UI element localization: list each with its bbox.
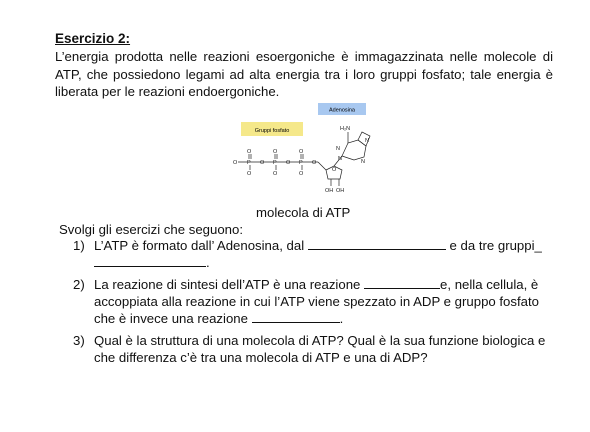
svg-text:P: P xyxy=(299,160,303,166)
exercise-title: Esercizio 2: xyxy=(55,31,131,46)
answer-blank[interactable] xyxy=(364,276,440,289)
hydroxyl-right: OH xyxy=(336,188,345,194)
question-text: L’ATP è formato dall’ Adenosina, dal xyxy=(94,238,308,253)
svg-text:O: O xyxy=(273,171,278,177)
svg-text:N: N xyxy=(361,159,365,165)
question-number: 2) xyxy=(73,277,85,292)
atp-molecule-figure xyxy=(230,102,380,202)
svg-text:N: N xyxy=(336,146,340,152)
question-text: Qual è la struttura di una molecola di ATP? Qual è la sua funzione biologica e che differenza c’è tra una molecola di ATP e una di ADP? xyxy=(94,333,546,365)
svg-text:O: O xyxy=(247,149,252,155)
amine-label: H₂N xyxy=(340,126,351,132)
question-text: . xyxy=(339,311,344,326)
adenosina-label: Adenosina xyxy=(329,107,355,114)
svg-text:O: O xyxy=(312,160,317,166)
answer-blank[interactable] xyxy=(308,237,446,250)
instructions: Svolgi gli esercizi che seguono: xyxy=(59,222,243,237)
svg-text:O: O xyxy=(299,171,304,177)
question-number: 1) xyxy=(73,238,85,253)
question-3 xyxy=(58,332,556,366)
svg-text:O: O xyxy=(332,167,337,173)
svg-text:O: O xyxy=(260,160,265,166)
phosphate-chain xyxy=(238,132,370,186)
question-text: . xyxy=(206,255,210,270)
svg-text:N: N xyxy=(338,156,342,162)
figure-caption: molecola di ATP xyxy=(256,205,351,220)
svg-text:N: N xyxy=(365,138,369,144)
exercise-intro: L’energia prodotta nelle reazioni esoergoniche è immagazzinata nelle molecole di ATP, che possiedono legami ad alta energia tra i loro gruppi fosfato; tale energia è liberata per le reazioni endoergoniche. xyxy=(55,49,553,99)
hydroxyl-left: OH xyxy=(325,188,334,194)
answer-blank[interactable] xyxy=(94,254,206,267)
svg-text:O: O xyxy=(286,160,291,166)
svg-text:O: O xyxy=(233,160,238,166)
question-text: e da tre gruppi_ xyxy=(445,238,542,253)
svg-text:O: O xyxy=(299,149,304,155)
question-text: La reazione di sintesi dell’ATP è una reazione xyxy=(94,277,365,292)
question-2 xyxy=(58,276,556,327)
gruppi-fosfato-label: Gruppi fosfato xyxy=(254,128,290,134)
question-number: 3) xyxy=(73,333,85,348)
answer-blank[interactable] xyxy=(252,310,340,323)
svg-text:O: O xyxy=(273,149,278,155)
question-1 xyxy=(58,237,556,271)
svg-text:O: O xyxy=(247,171,252,177)
svg-text:P: P xyxy=(273,160,277,166)
svg-text:P: P xyxy=(247,160,251,166)
question-text: e, nella cellula, è accoppiata alla reazione in cui l’ATP viene spezzato in ADP e gruppo fosfato che è invece una reazione xyxy=(94,277,539,326)
atom-labels xyxy=(233,126,369,194)
atp-structure-diagram xyxy=(230,102,380,202)
question-list xyxy=(58,237,556,371)
